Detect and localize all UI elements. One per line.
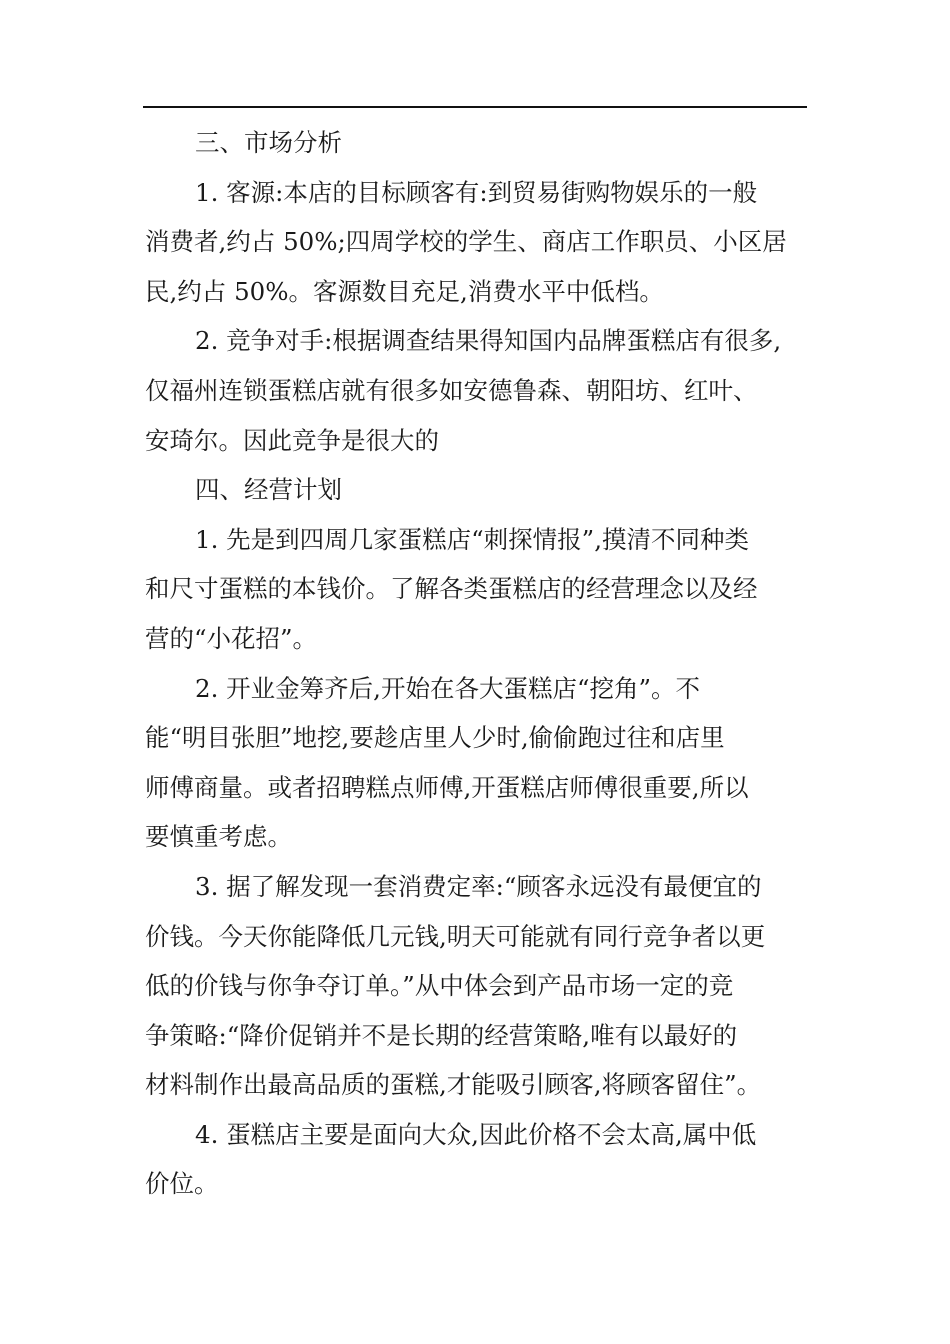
paragraph-line: 3. 据了解发现一套消费定率:“顾客永远没有最便宜的 — [195, 871, 762, 901]
paragraph-plan-3 — [145, 862, 815, 1110]
paragraph-line: 安琦尔。因此竞争是很大的 — [145, 425, 439, 455]
paragraph-line: 材料制作出最高品质的蛋糕,才能吸引顾客,将顾客留住”。 — [145, 1070, 762, 1100]
paragraph-line: 1. 先是到四周几家蛋糕店“刺探情报”,摸清不同种类 — [195, 524, 749, 554]
paragraph-line: 民,约占 50%。客源数目充足,消费水平中低档。 — [145, 276, 664, 306]
paragraph-line: 争策略:“降价促销并不是长期的经营策略,唯有以最好的 — [145, 1020, 738, 1050]
section-market-analysis — [145, 118, 815, 465]
paragraph-line: 2. 开业金筹齐后,开始在各大蛋糕店“挖角”。不 — [195, 673, 700, 703]
section-heading: 三、市场分析 — [195, 128, 342, 157]
paragraph-plan-1 — [145, 515, 815, 664]
section-business-plan — [145, 465, 815, 1209]
paragraph-line: 低的价钱与你争夺订单。”从中体会到产品市场一定的竞 — [145, 971, 734, 1001]
paragraph-line: 价钱。今天你能降低几元钱,明天可能就有同行竞争者以更 — [145, 921, 766, 951]
header-rule — [143, 106, 807, 108]
paragraph-line: 能“明目张胆”地挖,要趁店里人少时,偷偷跑过往和店里 — [145, 723, 725, 753]
paragraph-line: 消费者,约占 50%;四周学校的学生、商店工作职员、小区居 — [145, 227, 787, 257]
paragraph-customer-source — [145, 168, 815, 317]
paragraph-line: 2. 竞争对手:根据调查结果得知国内品牌蛋糕店有很多, — [195, 326, 782, 356]
paragraph-line: 价位。 — [145, 1169, 219, 1199]
document-body — [145, 118, 815, 1209]
paragraph-plan-4 — [145, 1110, 815, 1209]
paragraph-line: 和尺寸蛋糕的本钱价。了解各类蛋糕店的经营理念以及经 — [145, 574, 758, 604]
paragraph-competitors — [145, 316, 815, 465]
paragraph-line: 4. 蛋糕店主要是面向大众,因此价格不会太高,属中低 — [195, 1119, 757, 1149]
paragraph-plan-2 — [145, 664, 815, 862]
paragraph-line: 师傅商量。或者招聘糕点师傅,开蛋糕店师傅很重要,所以 — [145, 772, 749, 802]
paragraph-line: 要慎重考虑。 — [145, 822, 292, 852]
paragraph-line: 营的“小花招”。 — [145, 623, 318, 653]
paragraph-line: 仅福州连锁蛋糕店就有很多如安德鲁森、朝阳坊、红叶、 — [145, 375, 758, 405]
paragraph-line: 1. 客源:本店的目标顾客有:到贸易街购物娱乐的一般 — [195, 177, 758, 207]
section-heading: 四、经营计划 — [195, 475, 342, 505]
